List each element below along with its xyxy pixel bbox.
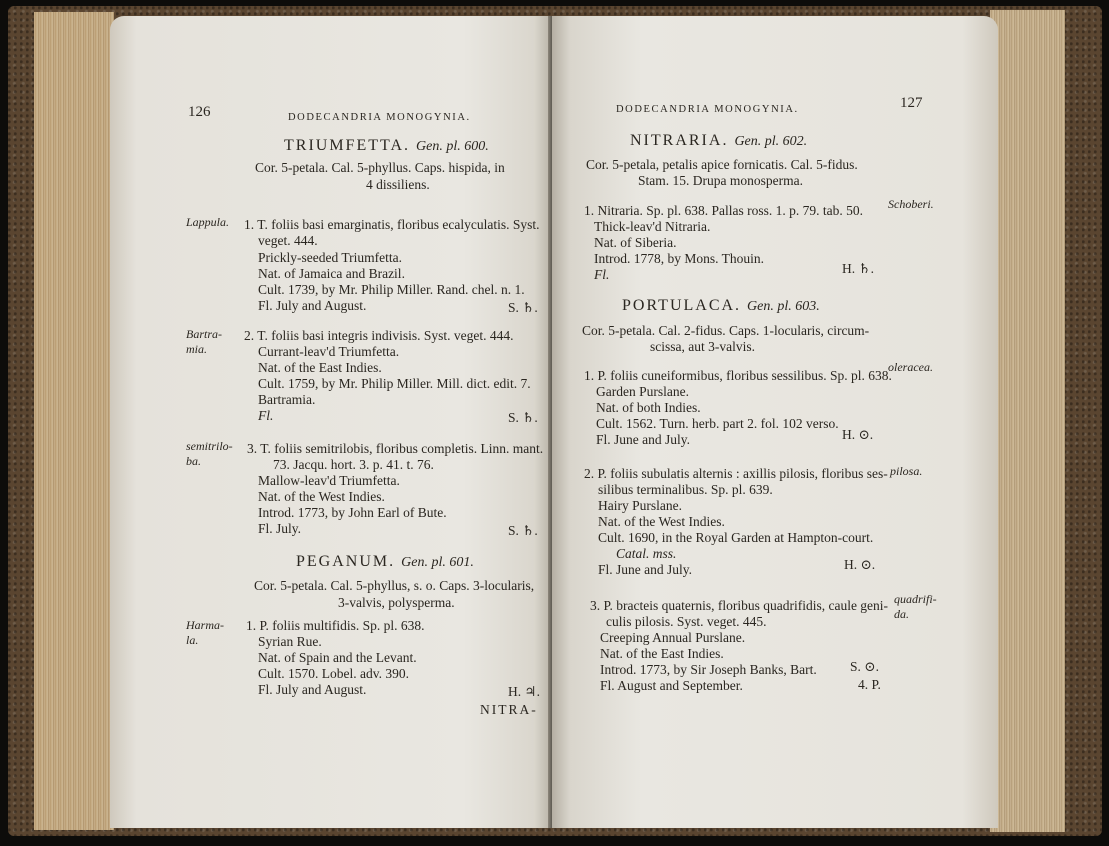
genus-heading-peganum: PEGANUM. Gen. pl. 601. bbox=[296, 553, 474, 570]
species-line: culis pilosis. Syst. veget. 445. bbox=[606, 614, 767, 629]
species-line: Fl. June and July. bbox=[598, 562, 692, 577]
species-line: 1. Nitraria. Sp. pl. 638. Pallas ross. 1. p. 79. tab. 50. bbox=[584, 203, 863, 218]
catchword: NITRA- bbox=[480, 702, 538, 717]
species-line: Garden Purslane. bbox=[596, 384, 689, 399]
species-line: Cult. 1562. Turn. herb. part 2. fol. 102 verso. bbox=[596, 416, 839, 431]
species-line: Hairy Purslane. bbox=[598, 498, 682, 513]
running-head: DODECANDRIA MONOGYNIA. bbox=[288, 112, 471, 123]
left-page bbox=[110, 16, 552, 828]
margin-species-name: Harma- bbox=[186, 618, 224, 632]
genus-description-line: Cor. 5-petala, petalis apice fornicatis. Cal. 5-fidus. bbox=[586, 157, 858, 172]
genus-heading-portulaca: PORTULACA. Gen. pl. 603. bbox=[622, 297, 820, 314]
running-head: DODECANDRIA MONOGYNIA. bbox=[616, 104, 799, 115]
species-line: Introd. 1773, by Sir Joseph Banks, Bart. bbox=[600, 662, 817, 677]
species-line: Fl. bbox=[594, 267, 610, 282]
genus-description-line: 3-valvis, polysperma. bbox=[338, 595, 455, 610]
species-line: Cult. 1759, by Mr. Philip Miller. Mill. dict. edit. 7. bbox=[258, 376, 531, 391]
species-line: Nat. of Jamaica and Brazil. bbox=[258, 266, 405, 281]
genus-description-line: Cor. 5-petala. Cal. 5-phyllus, s. o. Caps. 3-locularis, bbox=[254, 578, 535, 593]
species-line: Cult. 1739, by Mr. Philip Miller. Rand. chel. n. 1. bbox=[258, 282, 525, 297]
species-line: Fl. July and August. bbox=[258, 682, 367, 697]
duration-symbol: S. ♄. bbox=[508, 523, 538, 538]
margin-species-name: ba. bbox=[186, 454, 201, 468]
margin-species-name: Lappula. bbox=[186, 215, 230, 229]
species-line: 1. T. foliis basi emarginatis, floribus ecalyculatis. Syst. bbox=[244, 217, 540, 232]
genus-heading-triumfetta: TRIUMFETTA. Gen. pl. 600. bbox=[284, 137, 489, 154]
genus-description-line: 4 dissiliens. bbox=[366, 177, 430, 192]
margin-species-name: da. bbox=[894, 607, 909, 621]
margin-species-name: oleracea. bbox=[888, 360, 933, 374]
species-line: Mallow-leav'd Triumfetta. bbox=[258, 473, 400, 488]
species-line: Currant-leav'd Triumfetta. bbox=[258, 344, 400, 359]
species-line: Nat. of the West Indies. bbox=[598, 514, 725, 529]
margin-species-name: mia. bbox=[186, 342, 207, 356]
species-line: Creeping Annual Purslane. bbox=[600, 630, 746, 645]
genus-heading-nitraria: NITRARIA. Gen. pl. 602. bbox=[630, 132, 808, 149]
species-line: Thick-leav'd Nitraria. bbox=[594, 219, 711, 234]
species-line: silibus terminalibus. Sp. pl. 639. bbox=[598, 482, 773, 497]
page-number: 127 bbox=[900, 95, 923, 111]
species-line: Nat. of the East Indies. bbox=[258, 360, 382, 375]
species-line: Nat. of Spain and the Levant. bbox=[258, 650, 417, 665]
species-line: Fl. July. bbox=[258, 521, 302, 536]
species-line: Nat. of the East Indies. bbox=[600, 646, 724, 661]
genus-description-line: Stam. 15. Drupa monosperma. bbox=[638, 173, 803, 188]
species-line: 2. P. foliis subulatis alternis : axillis pilosis, floribus ses- bbox=[584, 466, 888, 481]
duration-symbol: S. ⊙. bbox=[850, 659, 879, 674]
margin-species-name: pilosa. bbox=[890, 464, 923, 478]
species-line: Cult. 1570. Lobel. adv. 390. bbox=[258, 666, 409, 681]
page-edges-right bbox=[990, 10, 1065, 832]
species-line: Nat. of both Indies. bbox=[596, 400, 701, 415]
species-line: Cult. 1690, in the Royal Garden at Hampton-court. bbox=[598, 530, 874, 545]
species-line: Catal. mss. bbox=[616, 546, 677, 561]
genus-description-line: Cor. 5-petala. Cal. 2-fidus. Caps. 1-locularis, circum- bbox=[582, 323, 870, 338]
margin-species-name: Bartra- bbox=[186, 327, 222, 341]
margin-species-name: Schoberi. bbox=[888, 197, 934, 211]
species-line: Fl. bbox=[258, 408, 274, 423]
margin-species-name: quadrifi- bbox=[894, 592, 937, 606]
duration-symbol: S. ♄. bbox=[508, 300, 538, 315]
species-line: 2. T. foliis basi integris indivisis. Syst. veget. 444. bbox=[244, 328, 514, 343]
species-line: veget. 444. bbox=[258, 233, 318, 248]
species-line: Fl. August and September. bbox=[600, 678, 743, 693]
species-line: Nat. of Siberia. bbox=[594, 235, 677, 250]
page-number: 126 bbox=[188, 104, 211, 120]
species-line: Prickly-seeded Triumfetta. bbox=[258, 250, 402, 265]
margin-species-name: la. bbox=[186, 633, 199, 647]
duration-symbol: H. ⊙. bbox=[842, 427, 874, 442]
species-line: 73. Jacqu. hort. 3. p. 41. t. 76. bbox=[273, 457, 434, 472]
right-page bbox=[552, 16, 998, 828]
species-line: Fl. June and July. bbox=[596, 432, 690, 447]
species-line: Introd. 1773, by John Earl of Bute. bbox=[258, 505, 447, 520]
margin-species-name: semitrilo- bbox=[186, 439, 233, 453]
catchword: 4. P. bbox=[858, 677, 881, 692]
genus-description-line: Cor. 5-petala. Cal. 5-phyllus. Caps. hispida, in bbox=[255, 160, 505, 175]
genus-description-line: scissa, aut 3-valvis. bbox=[650, 339, 755, 354]
duration-symbol: H. ⊙. bbox=[844, 557, 876, 572]
species-line: 3. T. foliis semitrilobis, floribus completis. Linn. mant. bbox=[247, 441, 544, 456]
species-line: Nat. of the West Indies. bbox=[258, 489, 385, 504]
page-edges-left bbox=[34, 12, 114, 830]
species-line: Bartramia. bbox=[258, 392, 316, 407]
duration-symbol: S. ♄. bbox=[508, 410, 538, 425]
species-line: 1. P. foliis cuneiformibus, floribus sessilibus. Sp. pl. 638. bbox=[584, 368, 892, 383]
duration-symbol: H. ♃. bbox=[508, 684, 540, 699]
species-line: 3. P. bracteis quaternis, floribus quadrifidis, caule geni- bbox=[590, 598, 889, 613]
species-line: Fl. July and August. bbox=[258, 298, 367, 313]
species-line: 1. P. foliis multifidis. Sp. pl. 638. bbox=[246, 618, 425, 633]
duration-symbol: H. ♄. bbox=[842, 261, 874, 276]
species-line: Syrian Rue. bbox=[258, 634, 322, 649]
species-line: Introd. 1778, by Mons. Thouin. bbox=[594, 251, 765, 266]
